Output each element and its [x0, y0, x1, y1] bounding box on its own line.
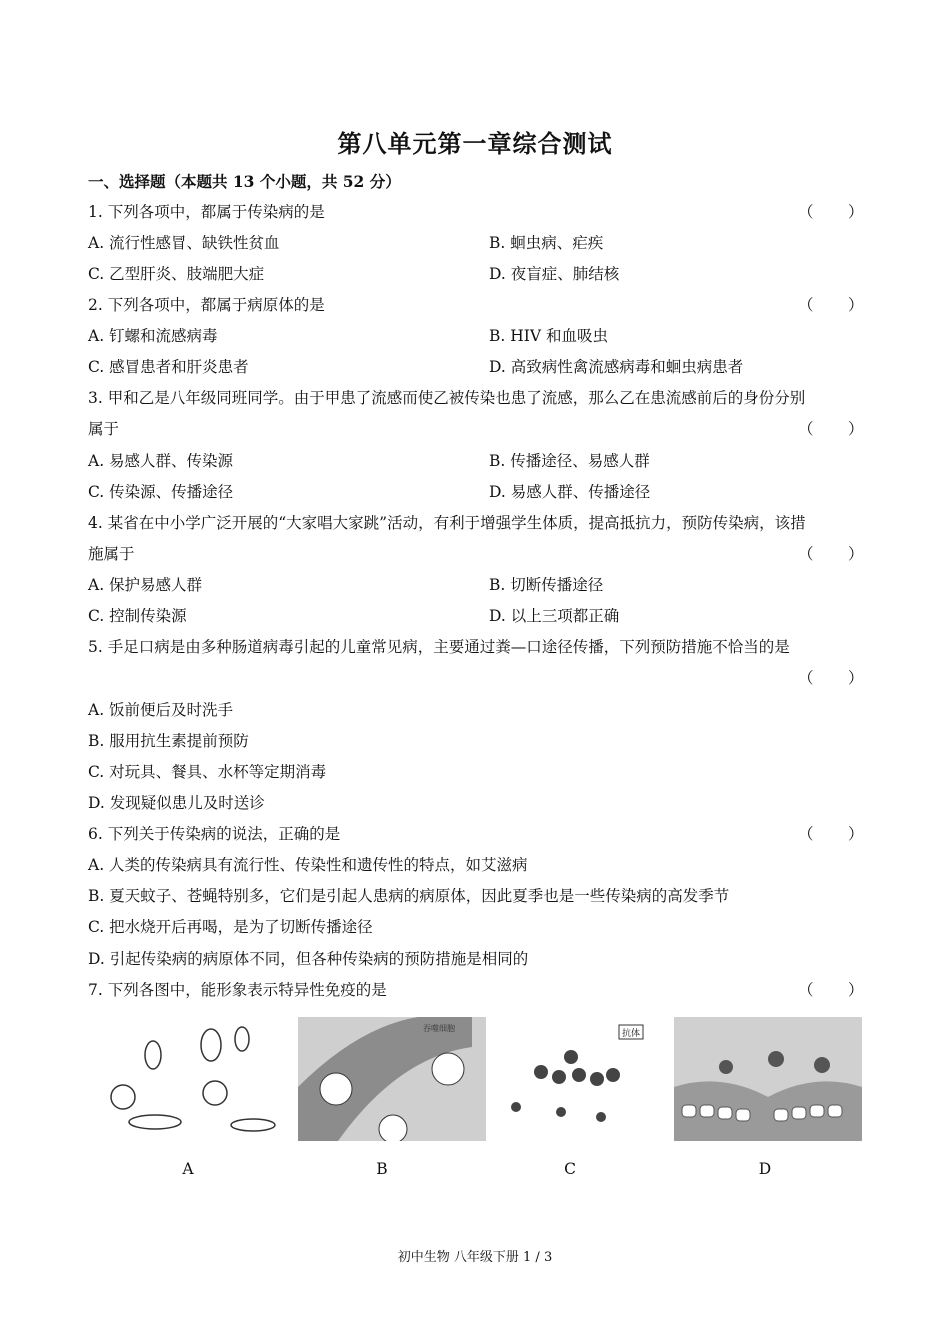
q4-option-d: D. 以上三项都正确 — [489, 607, 620, 625]
q5-option-a: A. 饭前便后及时洗手 — [88, 701, 234, 719]
q1-option-a: A. 流行性感冒、缺铁性贫血 — [88, 234, 280, 252]
q2-option-b: B. HIV 和血吸虫 — [489, 327, 609, 345]
q5-option-d: D. 发现疑似患儿及时送诊 — [88, 794, 265, 812]
q3-option-d: D. 易感人群、传播途径 — [489, 483, 651, 501]
answer-paren-4: （ ） — [798, 545, 864, 563]
question-1-stem: 1. 下列各项中，都属于传染病的是 — [88, 203, 325, 221]
page-footer: 初中生物 八年级下册 1 / 3 — [397, 1250, 553, 1265]
question-4-stem-line1: 4. 某省在中小学广泛开展的“大家唱大家跳”活动，有利于增强学生体质，提高抵抗力，预防传染病，该措 — [88, 514, 806, 532]
figure-b-label-letter: B — [376, 1160, 388, 1178]
section-heading: 一、选择题（本题共 13 个小题，共 52 分） — [88, 172, 401, 191]
page-title: 第八单元第一章综合测试 — [337, 129, 613, 158]
question-3-stem-line2: 属于 — [88, 420, 120, 438]
answer-paren-3: （ ） — [798, 420, 864, 438]
figure-d-label-letter: D — [758, 1160, 772, 1178]
question-2-stem: 2. 下列各项中，都属于病原体的是 — [88, 296, 325, 314]
q4-option-c: C. 控制传染源 — [88, 607, 187, 625]
q2-option-c: C. 感冒患者和肝炎患者 — [88, 358, 249, 376]
q3-option-a: A. 易感人群、传染源 — [88, 452, 234, 470]
figure-b-image — [298, 1017, 486, 1141]
q1-option-d: D. 夜盲症、肺结核 — [489, 265, 620, 283]
q5-option-c: C. 对玩具、餐具、水杯等定期消毒 — [88, 763, 327, 781]
q5-option-b: B. 服用抗生素提前预防 — [88, 732, 249, 750]
figure-c-label: 抗体 — [622, 1029, 641, 1039]
q6-option-b: B. 夏天蚊子、苍蝇特别多，它们是引起人患病的病原体，因此夏季也是一些传染病的高发季节 — [88, 887, 730, 905]
q4-option-a: A. 保护易感人群 — [88, 576, 203, 594]
figure-c-label-letter: C — [564, 1160, 576, 1178]
answer-paren-6: （ ） — [798, 825, 864, 843]
answer-paren-2: （ ） — [798, 296, 864, 314]
q2-option-d: D. 高致病性禽流感病毒和蛔虫病患者 — [489, 358, 744, 376]
question-3-stem-line1: 3. 甲和乙是八年级同班同学。由于甲患了流感而使乙被传染也患了流感，那么乙在患流感前后的身份分别 — [88, 389, 806, 407]
answer-paren-5: （ ） — [798, 669, 864, 687]
q6-option-d: D. 引起传染病的病原体不同，但各种传染病的预防措施是相同的 — [88, 950, 529, 968]
q3-option-c: C. 传染源、传播途径 — [88, 483, 234, 501]
question-4-stem-line2: 施属于 — [88, 545, 135, 563]
figure-a-image — [95, 1017, 283, 1141]
q6-option-c: C. 把水烧开后再喝，是为了切断传播途径 — [88, 918, 373, 936]
figure-a-label: A — [182, 1160, 194, 1178]
q1-option-c: C. 乙型肝炎、肢端肥大症 — [88, 265, 265, 283]
q4-option-b: B. 切断传播途径 — [489, 576, 604, 594]
answer-paren-1: （ ） — [798, 203, 864, 221]
q1-option-b: B. 蛔虫病、疟疾 — [489, 234, 604, 252]
q6-option-a: A. 人类的传染病具有流行性、传染性和遗传性的特点，如艾滋病 — [88, 856, 528, 874]
q3-option-b: B. 传播途径、易感人群 — [489, 452, 650, 470]
figure-c-image — [501, 1017, 649, 1141]
figure-b-label: 吞噬细胞 — [423, 1024, 455, 1033]
figure-d-image — [674, 1017, 862, 1141]
question-6-stem: 6. 下列关于传染病的说法，正确的是 — [88, 825, 341, 843]
q2-option-a: A. 钉螺和流感病毒 — [88, 327, 218, 345]
question-5-stem: 5. 手足口病是由多种肠道病毒引起的儿童常见病，主要通过粪—口途径传播，下列预防措施不恰当的是 — [88, 638, 790, 656]
answer-paren-7: （ ） — [798, 981, 864, 999]
question-7-stem: 7. 下列各图中，能形象表示特异性免疫的是 — [88, 981, 387, 999]
